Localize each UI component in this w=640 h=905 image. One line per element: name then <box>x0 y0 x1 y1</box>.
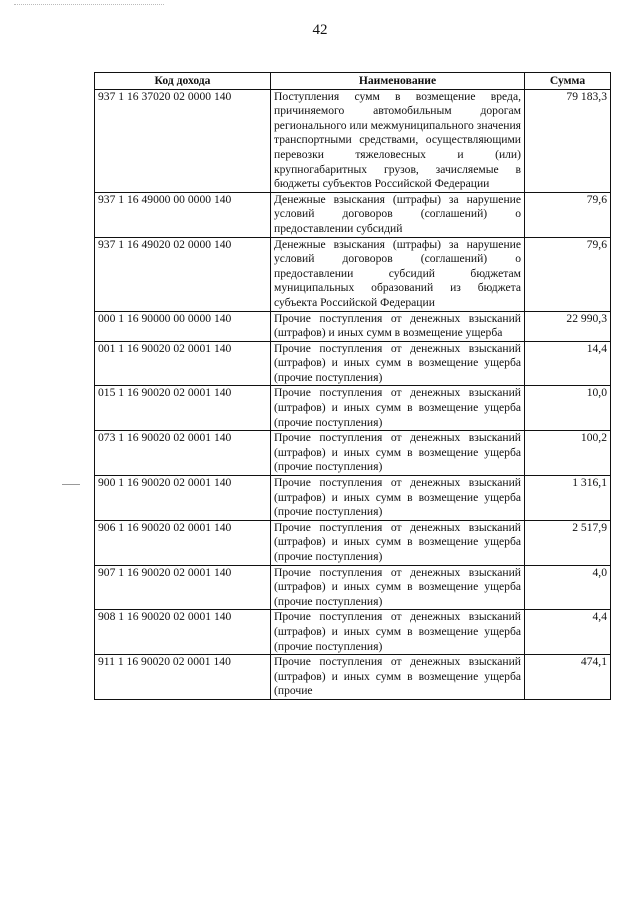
table-header-row <box>95 73 611 90</box>
revenue-name-cell: Денежные взыскания (штрафы) за нарушение условий договоров (соглашений) о предоставлении субсидий <box>271 192 525 237</box>
table-row <box>95 431 611 476</box>
header-code: Код дохода <box>95 73 271 90</box>
revenue-code-cell: 911 1 16 90020 02 0001 140 <box>95 655 271 700</box>
revenue-sum-cell: 79,6 <box>525 237 611 311</box>
revenue-code-cell: 937 1 16 37020 02 0000 140 <box>95 89 271 192</box>
revenue-code-cell: 900 1 16 90020 02 0001 140 <box>95 476 271 521</box>
table-row <box>95 520 611 565</box>
revenue-sum-cell: 14,4 <box>525 341 611 386</box>
table-row <box>95 311 611 341</box>
revenue-name-cell: Прочие поступления от денежных взысканий (штрафов) и иных сумм в возмещение ущерба (прочие поступления) <box>271 431 525 476</box>
table-row <box>95 89 611 192</box>
revenue-code-cell: 015 1 16 90020 02 0001 140 <box>95 386 271 431</box>
revenue-code-cell: 937 1 16 49000 00 0000 140 <box>95 192 271 237</box>
revenue-sum-cell: 79 183,3 <box>525 89 611 192</box>
margin-mark <box>62 484 80 485</box>
table-row <box>95 237 611 311</box>
revenue-name-cell: Прочие поступления от денежных взысканий (штрафов) и иных сумм в возмещение ущерба (прочие поступления) <box>271 341 525 386</box>
revenue-name-cell: Прочие поступления от денежных взысканий (штрафов) и иных сумм в возмещение ущерба (прочие поступления) <box>271 476 525 521</box>
revenue-name-cell: Прочие поступления от денежных взысканий (штрафов) и иных сумм в возмещение ущерба (прочие <box>271 655 525 700</box>
revenue-sum-cell: 1 316,1 <box>525 476 611 521</box>
revenue-table <box>94 72 611 700</box>
revenue-name-cell: Денежные взыскания (штрафы) за нарушение условий договоров (соглашений) о предоставлении субсидий бюджетам муниципальных образований из бюджета субъекта Российской Федерации <box>271 237 525 311</box>
revenue-name-cell: Прочие поступления от денежных взысканий (штрафов) и иных сумм в возмещение ущерба (прочие поступления) <box>271 610 525 655</box>
table-row <box>95 386 611 431</box>
revenue-sum-cell: 4,4 <box>525 610 611 655</box>
header-name: Наименование <box>271 73 525 90</box>
revenue-sum-cell: 2 517,9 <box>525 520 611 565</box>
revenue-code-cell: 937 1 16 49020 02 0000 140 <box>95 237 271 311</box>
revenue-sum-cell: 22 990,3 <box>525 311 611 341</box>
table-row <box>95 192 611 237</box>
revenue-sum-cell: 10,0 <box>525 386 611 431</box>
revenue-code-cell: 908 1 16 90020 02 0001 140 <box>95 610 271 655</box>
revenue-sum-cell: 100,2 <box>525 431 611 476</box>
revenue-name-cell: Прочие поступления от денежных взысканий (штрафов) и иных сумм в возмещение ущерба (прочие поступления) <box>271 565 525 610</box>
revenue-code-cell: 907 1 16 90020 02 0001 140 <box>95 565 271 610</box>
revenue-sum-cell: 79,6 <box>525 192 611 237</box>
table-row <box>95 565 611 610</box>
revenue-code-cell: 001 1 16 90020 02 0001 140 <box>95 341 271 386</box>
revenue-sum-cell: 4,0 <box>525 565 611 610</box>
revenue-name-cell: Прочие поступления от денежных взысканий (штрафов) и иных сумм в возмещение ущерба (прочие поступления) <box>271 386 525 431</box>
revenue-code-cell: 073 1 16 90020 02 0001 140 <box>95 431 271 476</box>
revenue-name-cell: Поступления сумм в возмещение вреда, причиняемого автомобильным дорогам регионального или межмуниципального значения транспортными средствами, осуществляющими перевозки тяжеловесных и (или) крупногабаритных грузов, зачисляемые в бюджеты субъектов Российской Федерации <box>271 89 525 192</box>
table-row <box>95 476 611 521</box>
revenue-name-cell: Прочие поступления от денежных взысканий (штрафов) и иных сумм в возмещение ущерба (прочие поступления) <box>271 520 525 565</box>
revenue-code-cell: 906 1 16 90020 02 0001 140 <box>95 520 271 565</box>
page-number: 42 <box>312 22 328 38</box>
header-sum: Сумма <box>525 73 611 90</box>
scan-artifact <box>14 0 164 5</box>
revenue-name-cell: Прочие поступления от денежных взысканий (штрафов) и иных сумм в возмещение ущерба <box>271 311 525 341</box>
table-row <box>95 655 611 700</box>
revenue-sum-cell: 474,1 <box>525 655 611 700</box>
table-row <box>95 610 611 655</box>
revenue-code-cell: 000 1 16 90000 00 0000 140 <box>95 311 271 341</box>
table-row <box>95 341 611 386</box>
